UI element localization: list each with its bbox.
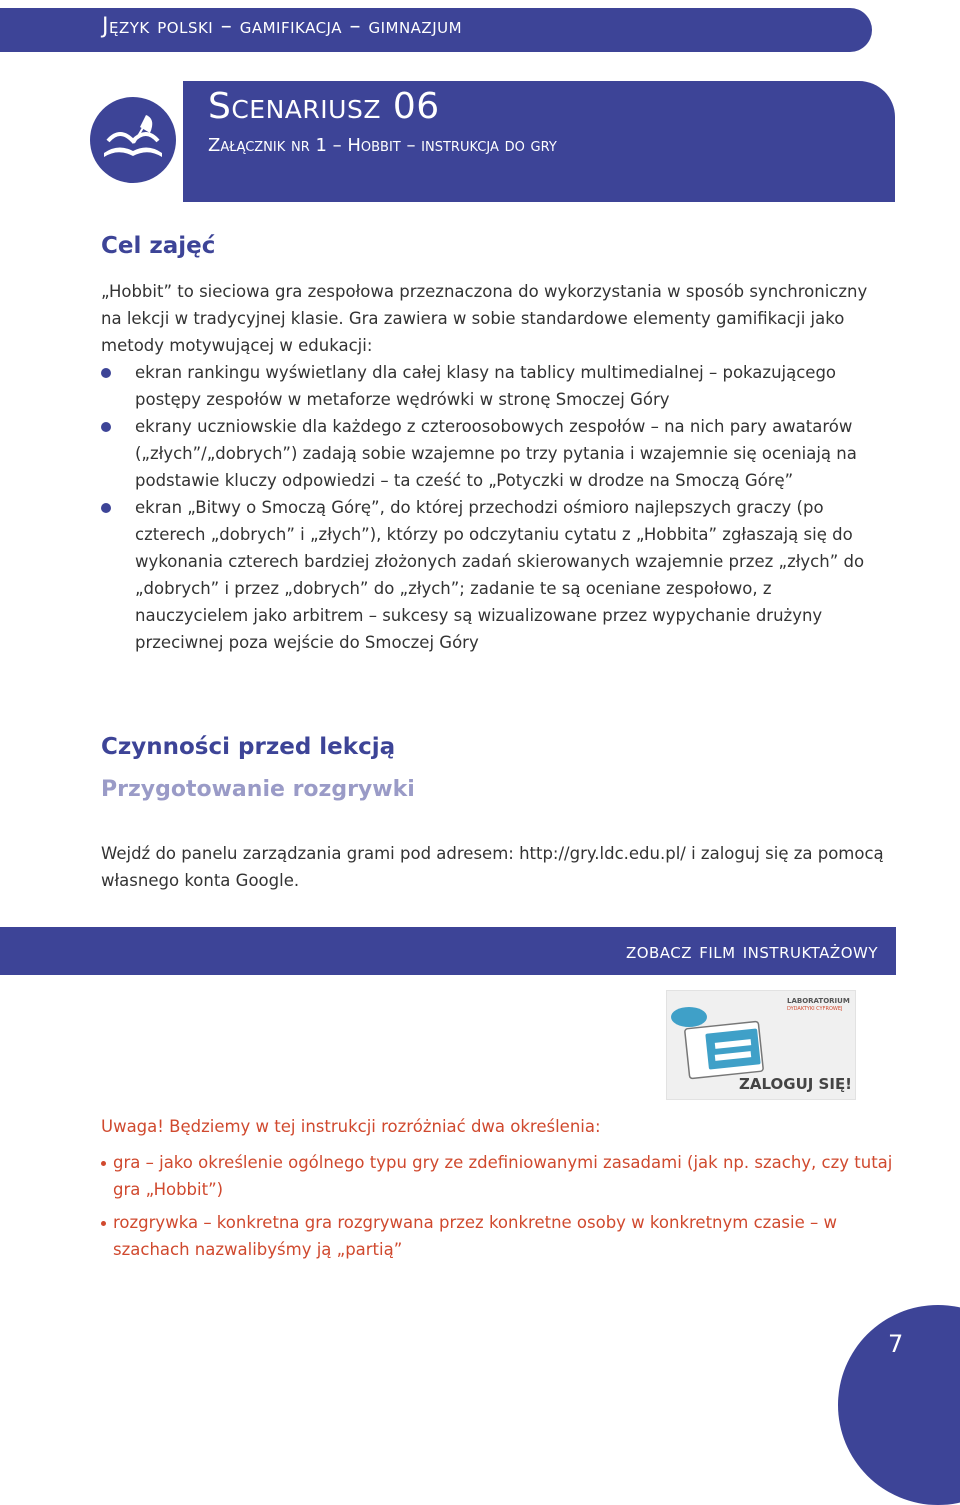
heading-goal: Cel zajęć <box>101 233 216 259</box>
page-subtitle: Załącznik nr 1 – Hobbit – instrukcja do gry <box>208 135 557 156</box>
note-list-2 <box>101 1209 901 1263</box>
thumbnail-brand-sub: DYDAKTYKI CYFROWEJ <box>787 1006 843 1012</box>
thumbnail-brand: LABORATORIUM <box>787 997 850 1005</box>
film-link[interactable]: zobacz film instruktażowy <box>625 939 878 963</box>
list-item: rozgrywka – konkretna gra rozgrywana przez konkretne osoby w konkretnym czasie – w szachach nazwalibyśmy ją „partią” <box>101 1209 901 1263</box>
bullet-dot-icon <box>101 503 111 513</box>
top-bar-left <box>0 8 96 52</box>
bullet-dot-icon <box>101 1221 106 1226</box>
bullet-dot-icon <box>101 1161 106 1166</box>
note-list <box>101 1149 901 1203</box>
heading-before-lesson: Czynności przed lekcją <box>101 734 396 760</box>
page-title: Scenariusz 06 <box>208 86 440 127</box>
video-thumbnail[interactable] <box>666 990 856 1100</box>
book-logo-icon <box>90 97 176 183</box>
subheading-preparation: Przygotowanie rozgrywki <box>101 777 415 802</box>
top-bar-title: Język polski – gamifikacja – gimnazjum <box>102 14 463 39</box>
goal-intro: „Hobbit” to sieciowa gra zespołowa przeznaczona do wykorzystania w sposób synchroniczny na lekcji w tradycyjnej klasie. Gra zawiera w sobie standardowe elementy gamifikacji jako metody motywującej w edukacji: <box>101 282 868 355</box>
goal-bullet-list <box>101 359 881 656</box>
before-lesson-text: Wejdź do panelu zarządzania grami pod adresem: http://gry.ldc.edu.pl/ i zaloguj się za pomocą własnego konta Google. <box>101 844 884 890</box>
list-item: ekrany uczniowskie dla każdego z czteroosobowych zespołów – na nich pary awatarów („złych”/„dobrych”) zadają sobie wzajemne po trzy pytania i wzajemnie się oceniają na podstawie kluczy odpowiedzi – ta cześć to „Potyczki w drodze na Smoczą Górę” <box>101 413 881 494</box>
thumbnail-caption: ZALOGUJ SIĘ! <box>739 1075 853 1093</box>
list-item: ekran „Bitwy o Smoczą Górę”, do której przechodzi ośmioro najlepszych graczy (po czterech „dobrych” i „złych”), którzy po odczytaniu cytatu z „Hobbita” zgłaszają się do wykonania czterech bardziej złożonych zadań skierowanych wzajemnie przez „złych” do „dobrych” i przez „dobrych” do „złych”; zadanie te są oceniane zespołowo, z nauczycielem jako arbitrem – sukcesy są wizualizowane przez wypychanie drużyny przeciwnej poza wejście do Smoczej Góry <box>101 494 881 656</box>
film-bar[interactable] <box>0 927 896 975</box>
bullet-dot-icon <box>101 422 111 432</box>
note-lead: Uwaga! Będziemy w tej instrukcji rozróżniać dwa określenia: <box>101 1117 601 1136</box>
list-item: gra – jako określenie ogólnego typu gry ze zdefiniowanymi zasadami (jak np. szachy, czy tutaj gra „Hobbit”) <box>101 1149 901 1203</box>
list-item: ekran rankingu wyświetlany dla całej klasy na tablicy multimedialnej – pokazującego postępy zespołów w metaforze wędrówki w stronę Smoczej Góry <box>101 359 881 413</box>
page-number: 7 <box>888 1330 904 1358</box>
bullet-dot-icon <box>101 368 111 378</box>
